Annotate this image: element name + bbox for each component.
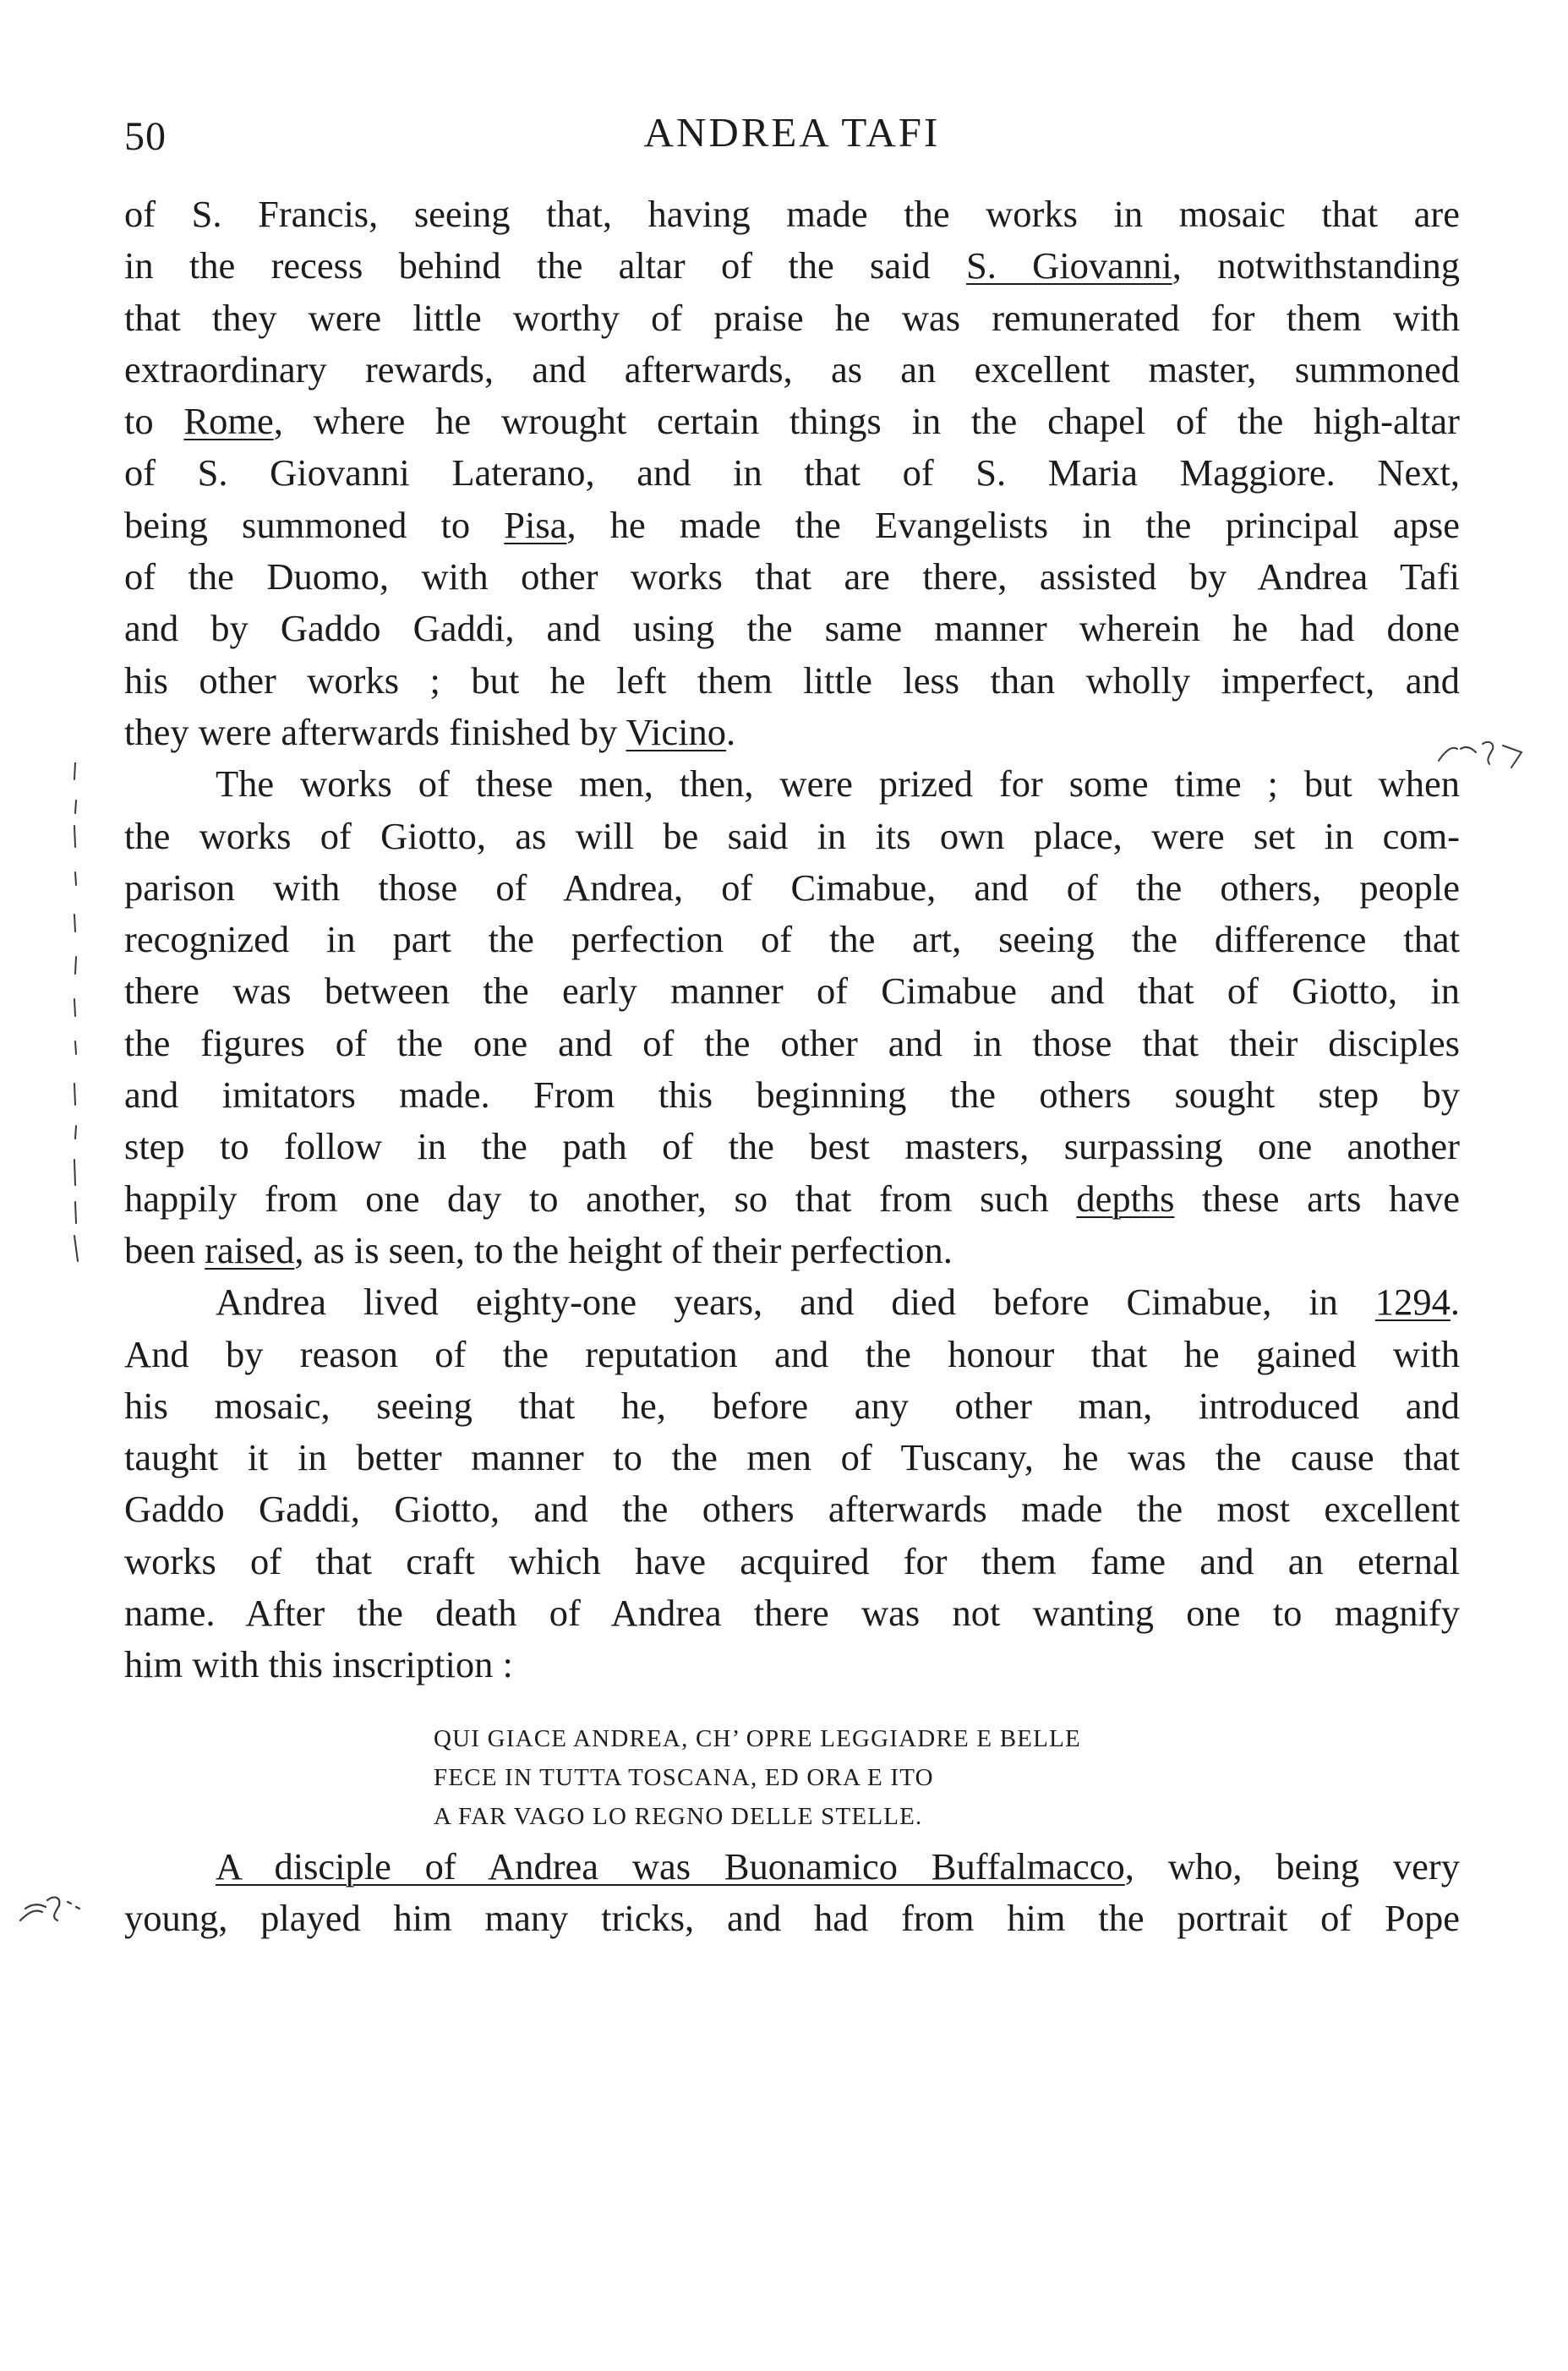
text-line: there was between the early manner of Cimabue and that of Giotto, in [124, 970, 1460, 1013]
text-line: his mosaic, seeing that he, before any other man, introduced and [124, 1384, 1460, 1427]
pencil-annotation-mark [1437, 729, 1538, 779]
underlined-phrase: depths [1076, 1177, 1175, 1220]
text-line: The works of these men, then, were prized for some time ; but when [216, 762, 1460, 806]
text-line: name. After the death of Andrea there was not wanting one to magnify [124, 1592, 1460, 1635]
text-line: the works of Giotto, as will be said in its own place, were set in com- [124, 814, 1460, 857]
text-line: of S. Francis, seeing that, having made the works in mosaic that are [124, 193, 1460, 235]
underlined-phrase: S. Giovanni [966, 244, 1172, 287]
text-line: taught it in better manner to the men of Tuscany, he was the cause that [124, 1436, 1460, 1479]
text-line: his other works ; but he left them little less than wholly imperfect, and [124, 658, 1460, 702]
inscription-line: FECE IN TUTTA TOSCANA, ED ORA E ITO [434, 1764, 934, 1791]
running-head [124, 108, 1460, 167]
underlined-phrase: 1294 [1374, 1281, 1451, 1324]
inscription-line: A FAR VAGO LO REGNO DELLE STELLE. [434, 1803, 923, 1830]
text-line: step to follow in the path of the best masters, surpassing one another [124, 1125, 1460, 1168]
text-line: recognized in part the perfection of the art, seeing the difference that [124, 918, 1460, 961]
underlined-phrase: Vicino [626, 710, 726, 753]
body-text [124, 188, 1460, 1691]
text-line: And by reason of the reputation and the honour that he gained with [124, 1332, 1460, 1375]
paragraph-3 [124, 1276, 1460, 1691]
text-line: parison with those of Andrea, of Cimabue, and of the others, people [124, 866, 1460, 909]
underlined-phrase: Rome [183, 400, 274, 443]
underlined-phrase: Pisa [504, 503, 567, 546]
text-line: of S. Giovanni Laterano, and in that of S. Maria Maggiore. Next, [124, 451, 1460, 494]
text-line: they were afterwards finished by Vicino. [124, 710, 736, 753]
text-line: to Rome, where he wrought certain things in the chapel of the high-altar [124, 400, 1460, 443]
text-line: the figures of the one and of the other and in those that their disciples [124, 1021, 1460, 1064]
running-title: ANDREA TAFI [643, 109, 941, 156]
text-line: happily from one day to another, so that from such depths these arts have [124, 1177, 1461, 1220]
pencil-margin-bracket [71, 762, 79, 1270]
text-line: being summoned to Pisa, he made the Evangelists in the principal apse [124, 503, 1460, 546]
paragraph-1 [124, 188, 1460, 758]
text-line: been raised, as is seen, to the height of their perfection. [124, 1228, 953, 1271]
text-line: works of that craft which have acquired for them fame and an eternal [124, 1539, 1460, 1582]
paragraph-4 [124, 1841, 1460, 1945]
text-line: in the recess behind the altar of the said S. Giovanni, notwithstanding [124, 244, 1460, 287]
underlined-phrase: raised [205, 1228, 295, 1271]
text-line: young, played him many tricks, and had from him the portrait of Pope [124, 1897, 1460, 1940]
text-line: extraordinary rewards, and afterwards, as an excellent master, summoned [124, 347, 1460, 391]
epitaph-inscription [434, 1719, 1081, 1836]
text-line: Andrea lived eighty-one years, and died before Cimabue, in 1294. [216, 1281, 1460, 1324]
text-line: Gaddo Gaddi, Giotto, and the others afterwards made the most excellent [124, 1488, 1460, 1531]
paragraph-2 [124, 758, 1460, 1276]
text-line: A disciple of Andrea was Buonamico Buffalmacco, who, being very [216, 1845, 1460, 1888]
text-line: him with this inscription : [124, 1643, 513, 1686]
text-line: that they were little worthy of praise he was remunerated for them with [124, 296, 1460, 339]
text-line: and imitators made. From this beginning the others sought step by [124, 1074, 1460, 1117]
text-line: and by Gaddo Gaddi, and using the same manner wherein he had done [124, 607, 1460, 650]
underlined-phrase: A disciple of Andrea was Buonamico Buffalmacco [216, 1845, 1125, 1888]
page-number: 50 [124, 114, 167, 159]
inscription-line: QUI GIACE ANDREA, CH’ OPRE LEGGIADRE E BELLE [434, 1725, 1081, 1752]
pencil-annotation-mark [17, 1883, 93, 1934]
text-line: of the Duomo, with other works that are there, assisted by Andrea Tafi [124, 555, 1460, 598]
